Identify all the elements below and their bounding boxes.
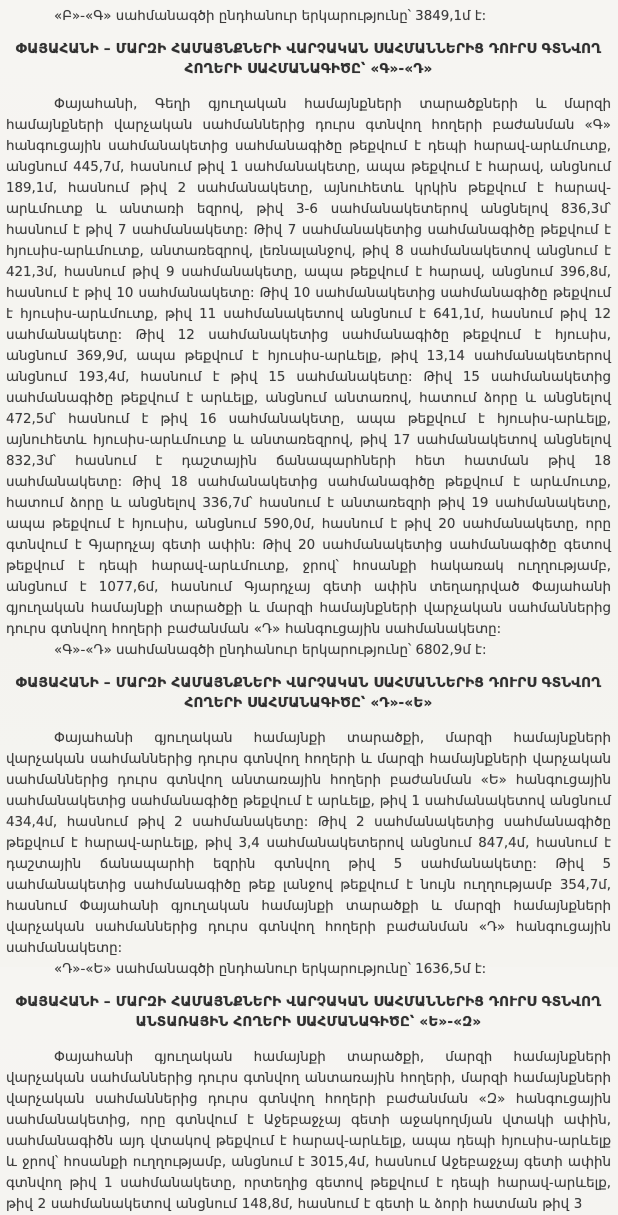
boundary-total-line-b-g: «Բ»-«Գ» սահմանագծի ընդհանուր երկարությունը՝ 3849,1մ է:	[54, 9, 487, 24]
section-heading-line2: ՀՈՂԵՐԻ ՍԱՀՄԱՆԱԳԻԾԸ՝ «Դ»-«Ե»	[184, 695, 433, 711]
section-heading-e-z	[10, 992, 607, 1032]
section-heading-line2: ՀՈՂԵՐԻ ՍԱՀՄԱՆԱԳԻԾԸ՝ «Գ»-«Դ»	[184, 61, 433, 77]
section-heading-d-e	[10, 673, 607, 713]
section-heading-line2: ԱՆՏԱՌԱՅԻՆ ՀՈՂԵՐԻ ՍԱՀՄԱՆԱԳԻԾԸ՝ «Ե»-«Զ»	[135, 1014, 482, 1030]
boundary-total-line-g-d: «Գ»-«Դ» սահմանագծի ընդհանուր երկարությունը՝ 6802,9մ է:	[54, 643, 487, 658]
section-heading-line1: ՓԱՅԱՀԱՆԻ – ՄԱՐԶԻ ՀԱՄԱՅՆՔՆԵՐԻ ՎԱՐՉԱԿԱՆ ՍԱՀՄԱՆՆԵՐԻՑ ԴՈՒՐՍ ԳՏՆՎՈՂ	[15, 41, 602, 57]
boundary-description-g-d: Փայահանի, Գեղի գյուղական համայնքների տարածքների և մարզի համայնքների վարչական սահմաններից դուրս գտնվող հողերի բաժանման «Գ» հանգուցային սահմանակետից սահմանագիծը թեքվում է դեպի հարավ-արևմուտք, անցնում 445,7մ, հասնում թիվ 1 սահմանակետը, ապա թեքվում է հարավ, անցնում 189,1մ, հասնում թիվ 2 սահմանակետը, այնուհետև կրկին թեքվում է հարավ-արևմուտք և անտառի եզրով, թիվ 3-6 սահմանակետերով անցնելով 836,3մ՝ հասնում է թիվ 7 սահմանակետը: Թիվ 7 սահմանակետից սահմանագիծը թեքվում է հյուսիս-արևմուտք, անտառեզրով, լեռնալանջով, թիվ 8 սահմանակետով անցնում է 421,3մ, հասնում թիվ 9 սահմանակետը, ապա թեքվում է հարավ, անցնում 396,8մ, հասնում է թիվ 10 սահմանակետը: Թիվ 10 սահմանակետից սահմանագիծը թեքվում է հյուսիս-արևմուտք, թիվ 11 սահմանակետով անցնում է 641,1մ, հասնում թիվ 12 սահմանակետը: Թիվ 12 սահմանակետից սահմանագիծը թեքվում է հյուսիս, անցնում 369,9մ, ապա թեքվում է հյուսիս-արևելք, թիվ 13,14 սահմանակետերով անցնում 193,4մ, հասնում է թիվ 15 սահմանակետը: Թիվ 15 սահմանակետից սահմանագիծը թեքվում է արևելք, անցնում անտառով, հատում ձորը և անցնելով 472,5մ՝ հասնում է թիվ 16 սահմանակետը, ապա թեքվում է հյուսիս-արևելք, այնուհետև հյուսիս-արևմուտք և անտառեզրով, թիվ 17 սահմանակետով անցնելով 832,3մ՝ հասնում է դաշտային ճանապարհների հետ հատման թիվ 18 սահմանակետը: Թիվ 18 սահմանակետից սահմանագիծը թեքվում է արևմուտք, հատում ձորը և անցնելով 336,7մ՝ հասնում է անտառեզրի թիվ 19 սահմանակետը, ապա թեքվում է հյուսիս, անցնում 590,0մ, հասնում է թիվ 20 սահմանակետը, որը գտնվում է Գյարդչայ գետի ափին: Թիվ 20 սահմանակետից սահմանագիծը գետով թեքվում է դեպի հարավ-արևմուտք, ջրով՝ հոսանքի հակառակ ուղղությամբ, անցնում է 1077,6մ, հասնում Գյարդչայ գետի ափին տեղադրված Փայահանի գյուղական համայնքի տարածքի և մարզի համայնքների վարչական սահմաններից դուրս գտնվող հողերի բաժանման «Դ» հանգուցային սահմանակետը:	[6, 97, 611, 637]
boundary-total-line-d-e: «Դ»-«Ե» սահմանագծի ընդհանուր երկարությունը՝ 1636,5մ է:	[54, 962, 487, 977]
boundary-description-d-e: Փայահանի գյուղական համայնքի տարածքի, մարզի համայնքների վարչական սահմաններից դուրս գտնվող հողերի և մարզի համայնքների վարչական սահմաններից դուրս գտնվող անտառային հողերի բաժանման «Ե» հանգուցային սահմանակետից սահմանագիծը թեքվում է արևելք, թիվ 1 սահմանակետով անցնում 434,4մ, հասնում թիվ 2 սահմանակետը: Թիվ 2 սահմանակետից սահմանագիծը թեքվում է հարավ-արևելք, թիվ 3,4 սահմանակետերով անցնում 847,4մ, հասնում է դաշտային ճանապարհի եզրին գտնվող թիվ 5 սահմանակետը: Թիվ 5 սահմանակետից սահմանագիծը թեք լանջով թեքվում է նույն ուղղությամբ 354,7մ, հասնում Փայահանի գյուղական համայնքի տարածքի և մարզի համայնքների վարչական սահմաններից դուրս գտնվող հողերի բաժանման «Դ» հանգուցային սահմանակետը:	[6, 731, 611, 956]
section-heading-line1: ՓԱՅԱՀԱՆԻ – ՄԱՐԶԻ ՀԱՄԱՅՆՔՆԵՐԻ ՎԱՐՉԱԿԱՆ ՍԱՀՄԱՆՆԵՐԻՑ ԴՈՒՐՍ ԳՏՆՎՈՂ	[15, 675, 602, 691]
section-heading-line1: ՓԱՅԱՀԱՆԻ – ՄԱՐԶԻ ՀԱՄԱՅՆՔՆԵՐԻ ՎԱՐՉԱԿԱՆ ՍԱՀՄԱՆՆԵՐԻՑ ԴՈՒՐՍ ԳՏՆՎՈՂ	[15, 994, 602, 1010]
section-heading-g-d	[10, 39, 607, 79]
boundary-description-e-z: Փայահանի գյուղական համայնքի տարածքի, մարզի համայնքների վարչական սահմաններից դուրս գտնվող անտառային հողերի, մարզի համայնքների վարչական սահմաններից դուրս գտնվող հողերի բաժանման «Զ» հանգուցային սահմանակետից, որը գտնվում է Աջեբաջչայ գետի աջակողմյան վտակի ափին, սահմանագիծն այդ վտակով թեքվում է հարավ-արևելք, ապա դեպի հյուսիս-արևելք և ջրով՝ հոսանքի ուղղությամբ, անցնում է 3015,4մ, հասնում Աջեբաջչայ գետի ափին գտնվող թիվ 1 սահմանակետը, որտեղից գետով թեքվում է դեպի հարավ-արևելք, թիվ 2 սահմանակետով անցնում 148,8մ, հասնում է գետի և ձորի հատման թիվ 3	[6, 1050, 611, 1212]
